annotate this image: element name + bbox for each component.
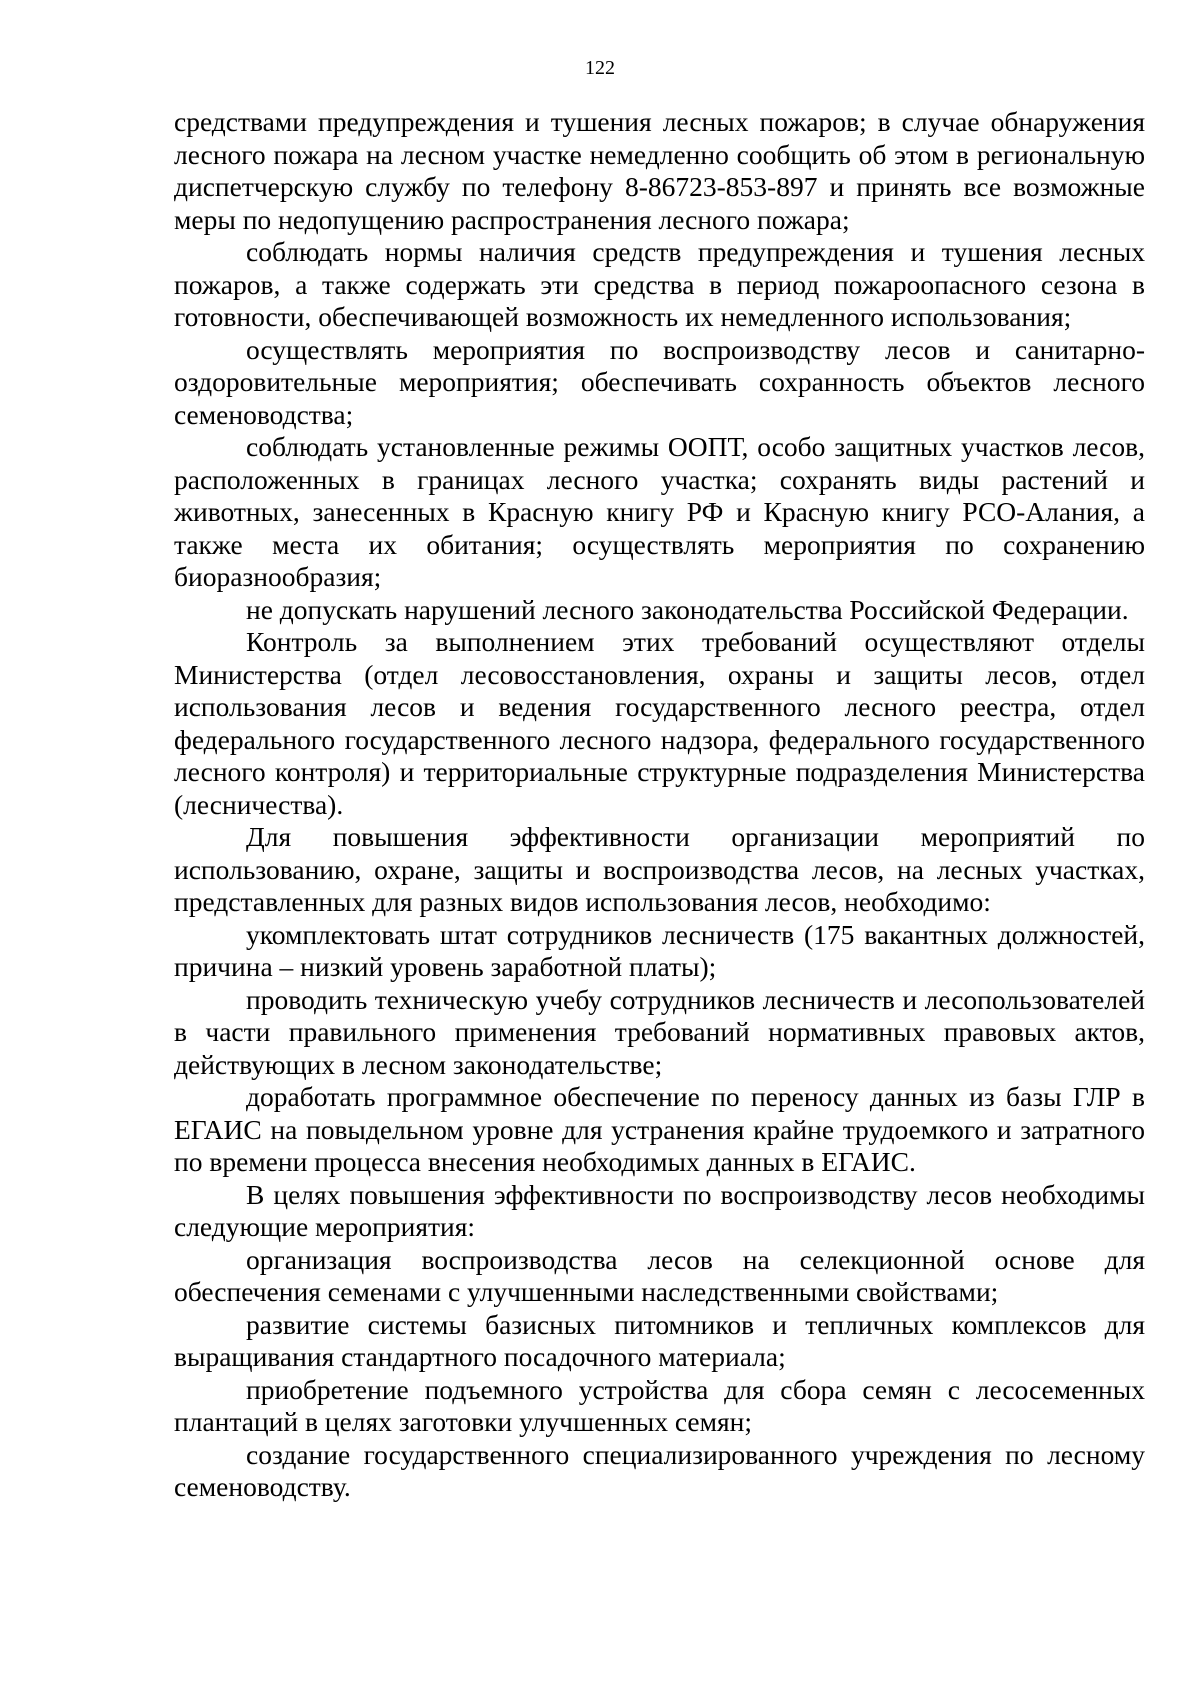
paragraph-control: Контроль за выполнением этих требований осуществляют отделы Министерства (отдел лесовосстановления, охраны и защиты лесов, отдел использования лесов и ведения государственного лесного реестра, отдел федерального государственного лесного надзора, федерального государственного лесного контроля) и территориальные структурные подразделения Министерства (лесничества). [174, 626, 1145, 820]
page-number: 122 [585, 57, 615, 79]
paragraph-institution: создание государственного специализированного учреждения по лесному семеноводству. [174, 1438, 1145, 1502]
paragraph-staffing: укомплектовать штат сотрудников лесничеств (175 вакантных должностей, причина – низкий уровень заработной платы); [174, 918, 1145, 982]
paragraph-software: доработать программное обеспечение по переносу данных из базы ГЛР в ЕГАИС на повыдельном уровне для устранения крайне трудоемкого и затратного по времени процесса внесения необходимых данных в ЕГАИС. [174, 1081, 1145, 1177]
paragraph-fire-equipment: соблюдать нормы наличия средств предупреждения и тушения лесных пожаров, а также содержать эти средства в период пожароопасного сезона в готовности, обеспечивающей возможность их немедленного использования; [174, 236, 1145, 332]
paragraph-selection: организация воспроизводства лесов на селекционной основе для обеспечения семенами с улучшенными наследственными свойствами; [174, 1243, 1145, 1307]
paragraph-efficiency-intro: Для повышения эффективности организации мероприятий по использованию, охране, защиты и воспроизводства лесов, на лесных участках, представленных для разных видов использования лесов, необходимо: [174, 821, 1145, 917]
paragraph-no-violations: не допускать нарушений лесного законодательства Российской Федерации. [246, 593, 1129, 625]
paragraph-lifting-device: приобретение подъемного устройства для сбора семян с лесосеменных плантаций в целях заготовки улучшенных семян; [174, 1373, 1145, 1437]
paragraph-reproduction-intro: В целях повышения эффективности по воспроизводству лесов необходимы следующие мероприятия: [174, 1178, 1145, 1242]
paragraph-protected-areas: соблюдать установленные режимы ООПТ, особо защитных участков лесов, расположенных в границах лесного участка; сохранять виды растений и животных, занесенных в Красную книгу РФ и Красную книгу РСО-Алания, а также места их обитания; осуществлять мероприятия по сохранению биоразнообразия; [174, 431, 1145, 592]
paragraph-reproduction: осуществлять мероприятия по воспроизводству лесов и санитарно-оздоровительные мероприятия; обеспечивать сохранность объектов лесного семеноводства; [174, 333, 1145, 430]
paragraph-nurseries: развитие системы базисных питомников и тепличных комплексов для выращивания стандартного посадочного материала; [174, 1308, 1145, 1372]
paragraph-continuation: средствами предупреждения и тушения лесных пожаров; в случае обнаружения лесного пожара на лесном участке немедленно сообщить об этом в региональную диспетчерскую службу по телефону 8-86723-853-897 и принять все возможные меры по недопущению распространения лесного пожара; [174, 106, 1145, 235]
document-body [174, 106, 1145, 1504]
paragraph-training: проводить техническую учебу сотрудников лесничеств и лесопользователей в части правильного применения требований нормативных правовых актов, действующих в лесном законодательстве; [174, 983, 1145, 1080]
